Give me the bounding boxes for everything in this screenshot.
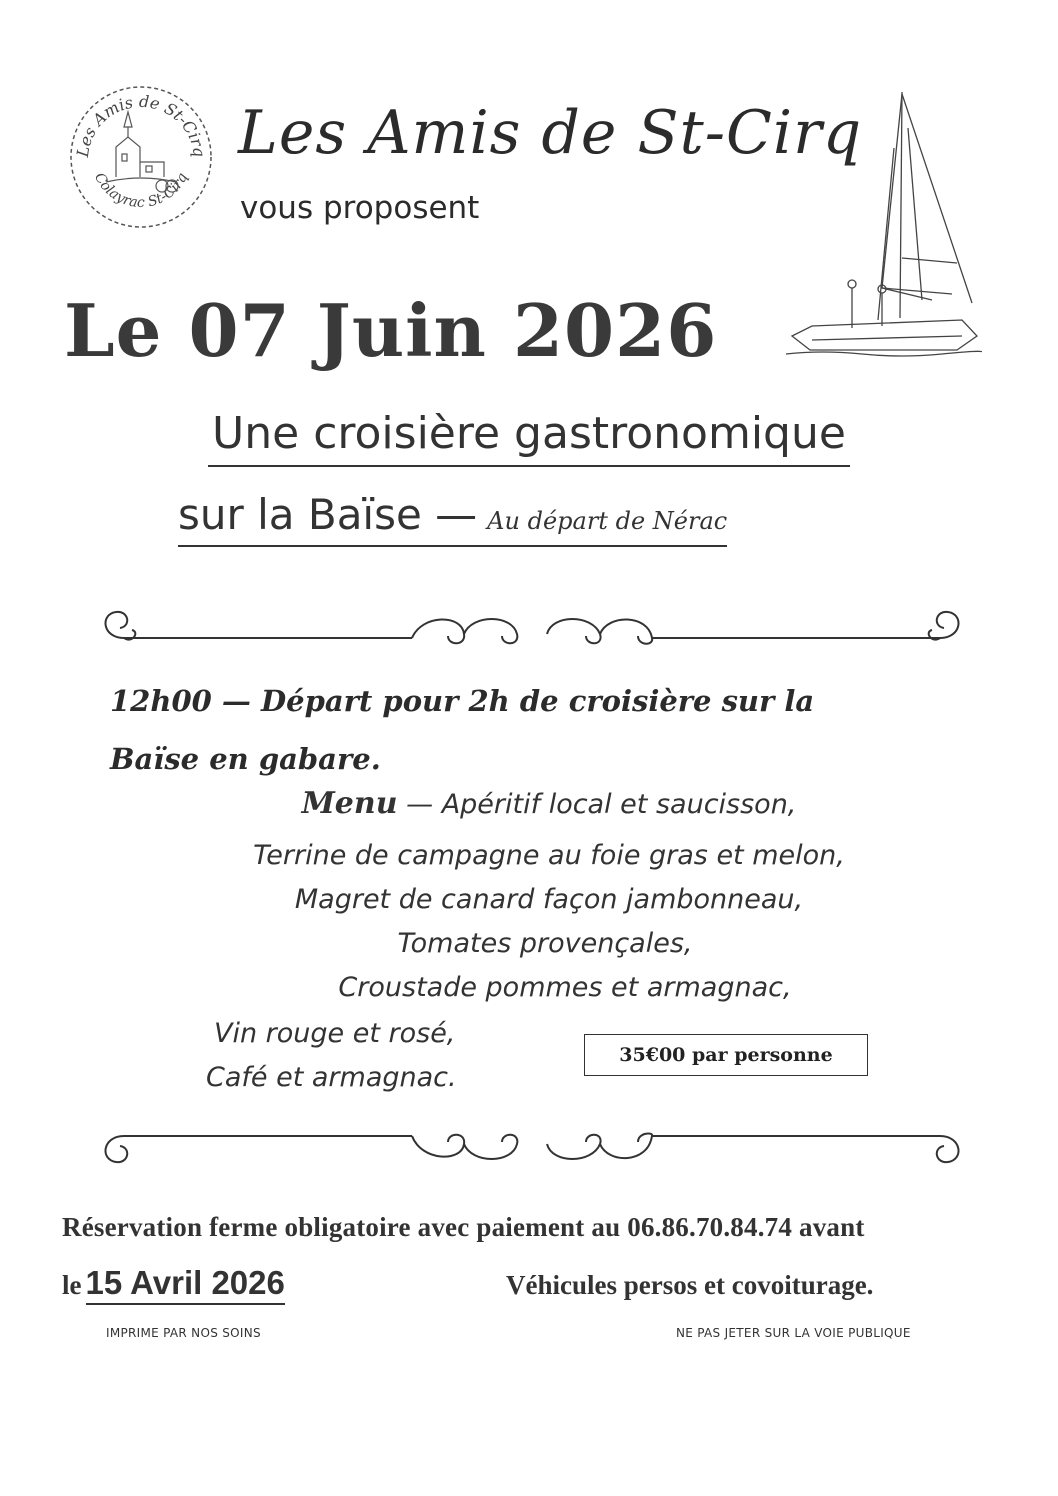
- menu-label: Menu: [301, 786, 398, 821]
- event-date: Le 07 Juin 2026: [64, 288, 718, 373]
- headline-line1: Une croisière gastronomique: [208, 408, 850, 467]
- menu-item-croustade: Croustade pommes et armagnac,: [338, 972, 792, 1003]
- program-line2: Baïse en gabare.: [110, 742, 381, 776]
- menu-item-cafe: Café et armagnac.: [206, 1062, 457, 1093]
- deadline-prefix: le: [62, 1270, 82, 1300]
- menu-item-terrine: Terrine de campagne au foie gras et melon,: [253, 840, 845, 871]
- subtitle: vous proposent: [240, 190, 480, 226]
- menu-first-line: [20, 786, 1058, 821]
- menu-item-vin: Vin rouge et rosé,: [214, 1018, 456, 1049]
- menu-item-aperitif: — Apéritif local et saucisson,: [406, 789, 797, 820]
- gabare-boat-illustration: [782, 88, 982, 378]
- ornamental-divider-top: [92, 604, 972, 654]
- reservation-deadline: [62, 1264, 285, 1302]
- event-headline: [0, 408, 1058, 459]
- price-box: 35€00 par personne: [584, 1034, 868, 1076]
- menu-item-magret: Magret de canard façon jambonneau,: [294, 884, 804, 915]
- program-description: [110, 672, 930, 788]
- deadline-date: 15 Avril 2026: [86, 1264, 285, 1305]
- footer-litter-note: NE PAS JETER SUR LA VOIE PUBLIQUE: [676, 1326, 911, 1340]
- ornamental-divider-bottom: [92, 1128, 972, 1178]
- association-logo: [66, 82, 216, 232]
- headline-river: sur la Baïse —: [178, 490, 478, 539]
- transport-note: Véhicules persos et covoiturage.: [506, 1270, 874, 1300]
- footer-printed-note: IMPRIME PAR NOS SOINS: [106, 1326, 261, 1340]
- reservation-notice: Réservation ferme obligatoire avec paiement au 06.86.70.84.74 avant: [62, 1212, 865, 1242]
- svg-text:Les Amis de St-Cirq: Les Amis de St-Cirq: [72, 91, 210, 159]
- headline-departure: Au départ de Nérac: [487, 507, 728, 535]
- event-headline-line2: [178, 490, 727, 547]
- organization-title: Les Amis de St-Cirq: [238, 98, 863, 168]
- svg-text:Colayrac St-Cirq: Colayrac St-Cirq: [90, 170, 192, 211]
- menu-item-tomates: Tomates provençales,: [397, 928, 693, 959]
- program-line1: 12h00 — Départ pour 2h de croisière sur la: [110, 684, 815, 718]
